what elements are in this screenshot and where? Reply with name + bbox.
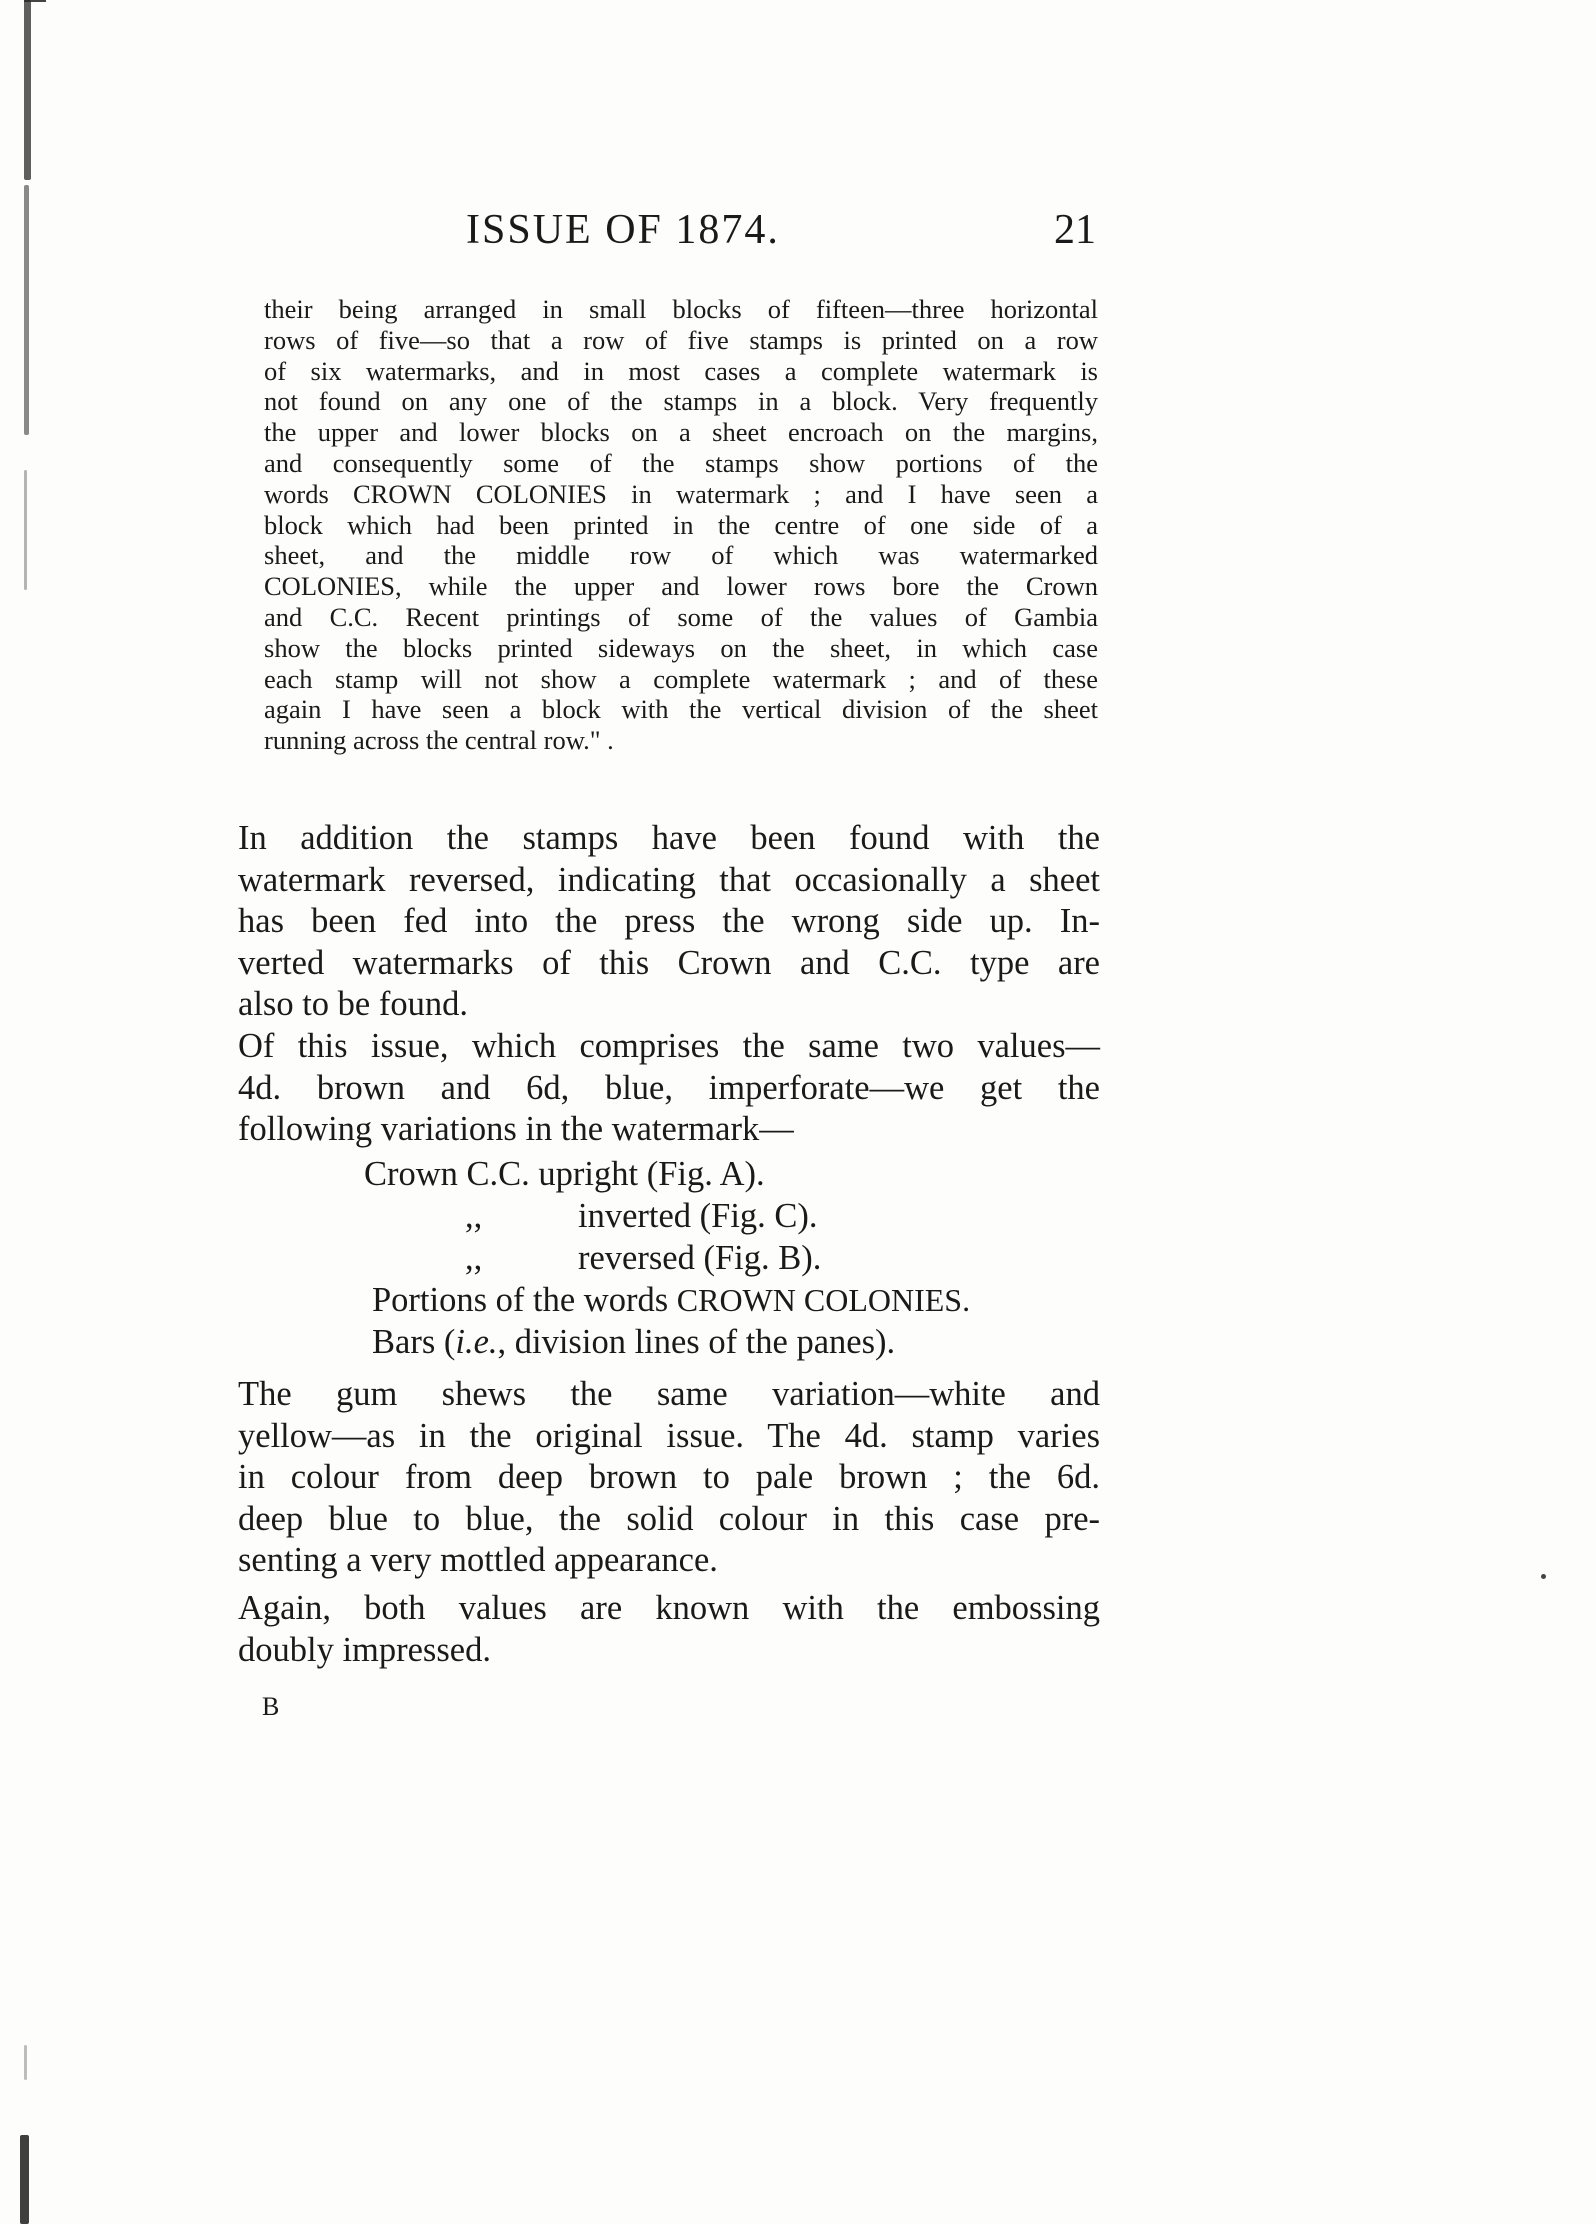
ditto-mark: ,, [465, 1197, 483, 1235]
binding-edge-shadow [24, 470, 27, 590]
text-line: also to be found. [238, 985, 468, 1023]
paragraph-gum-colour [238, 1374, 1100, 1582]
scan-speck [1541, 1574, 1546, 1579]
text-line: following variations in the watermark— [238, 1110, 794, 1148]
text-line: In addition the stamps have been found with the [238, 819, 1100, 857]
quote-line: running across the central row." . [264, 725, 614, 756]
quote-line: of six watermarks, and in most cases a complete watermark is [264, 355, 1098, 386]
quote-line: each stamp will not show a complete watermark ; and of these [264, 663, 1098, 694]
binding-edge-shadow [20, 2135, 29, 2224]
quote-line: show the blocks printed sideways on the sheet, in which case [264, 632, 1098, 663]
running-header [466, 206, 1096, 266]
quote-line: COLONIES, while the upper and lower rows bore the Crown [264, 571, 1098, 602]
binding-edge-shadow [24, 0, 31, 180]
quote-line: their being arranged in small blocks of fifteen—three horizontal [264, 294, 1098, 324]
paragraph-embossing [238, 1588, 1100, 1671]
text-line: The gum shews the same variation—white and [238, 1375, 1100, 1413]
text-line: has been fed into the press the wrong side up. In- [238, 902, 1100, 940]
quote-line: block which had been printed in the centre of one side of a [264, 509, 1098, 540]
watermark-bars-prefix: Bars ( [372, 1323, 456, 1361]
watermark-reversed: reversed (Fig. B). [578, 1239, 822, 1277]
watermark-portions-text: Portions of the words [372, 1281, 677, 1319]
paragraph-watermark-reversed [238, 818, 1100, 1026]
watermark-inverted: inverted (Fig. C). [578, 1197, 818, 1235]
text-line: deep blue to blue, the solid colour in this case pre- [238, 1499, 1100, 1538]
text-line: 4d. brown and 6d, blue, imperforate—we get the [238, 1068, 1100, 1107]
text-line: watermark reversed, indicating that occasionally a sheet [238, 860, 1100, 899]
signature-mark: B [262, 1692, 280, 1721]
quote-line: and consequently some of the stamps show portions of the [264, 447, 1098, 478]
quote-line: again I have seen a block with the vertical division of the sheet [264, 694, 1098, 725]
quoted-passage [264, 294, 1098, 756]
text-line: senting a very mottled appearance. [238, 1541, 718, 1579]
text-line: in colour from deep brown to pale brown ; the 6d. [238, 1458, 1100, 1496]
binding-edge-shadow [24, 185, 29, 435]
quote-line: not found on any one of the stamps in a block. Very frequently [264, 386, 1098, 417]
quote-line: words CROWN COLONIES in watermark ; and I have seen a [264, 478, 1098, 509]
watermark-bars [372, 1322, 895, 1364]
watermark-portions-caps: CROWN COLONIES. [676, 1282, 971, 1318]
ditto-mark: ,, [465, 1239, 483, 1277]
text-line: Of this issue, which comprises the same two values— [238, 1027, 1100, 1065]
paragraph-issue-values [238, 1026, 1100, 1151]
text-line: Again, both values are known with the embossing [238, 1589, 1100, 1627]
binding-edge-shadow [24, 2045, 27, 2080]
quote-line: sheet, and the middle row of which was watermarked [264, 540, 1098, 571]
text-line: verted watermarks of this Crown and C.C. type are [238, 943, 1100, 982]
text-line: doubly impressed. [238, 1630, 491, 1669]
quote-line: the upper and lower blocks on a sheet encroach on the margins, [264, 417, 1098, 448]
quote-line: rows of five—so that a row of five stamps is printed on a row [264, 324, 1098, 355]
watermark-bars-suffix: , division lines of the panes). [497, 1323, 896, 1361]
watermark-portions [372, 1280, 970, 1322]
watermark-bars-italic: i.e. [455, 1323, 498, 1361]
running-title: ISSUE OF 1874. [466, 207, 780, 253]
watermark-upright: Crown C.C. upright (Fig. A). [364, 1155, 765, 1193]
page-number: 21 [1054, 207, 1096, 253]
text-line: yellow—as in the original issue. The 4d. stamp varies [238, 1416, 1100, 1455]
quote-line: and C.C. Recent printings of some of the values of Gambia [264, 601, 1098, 632]
